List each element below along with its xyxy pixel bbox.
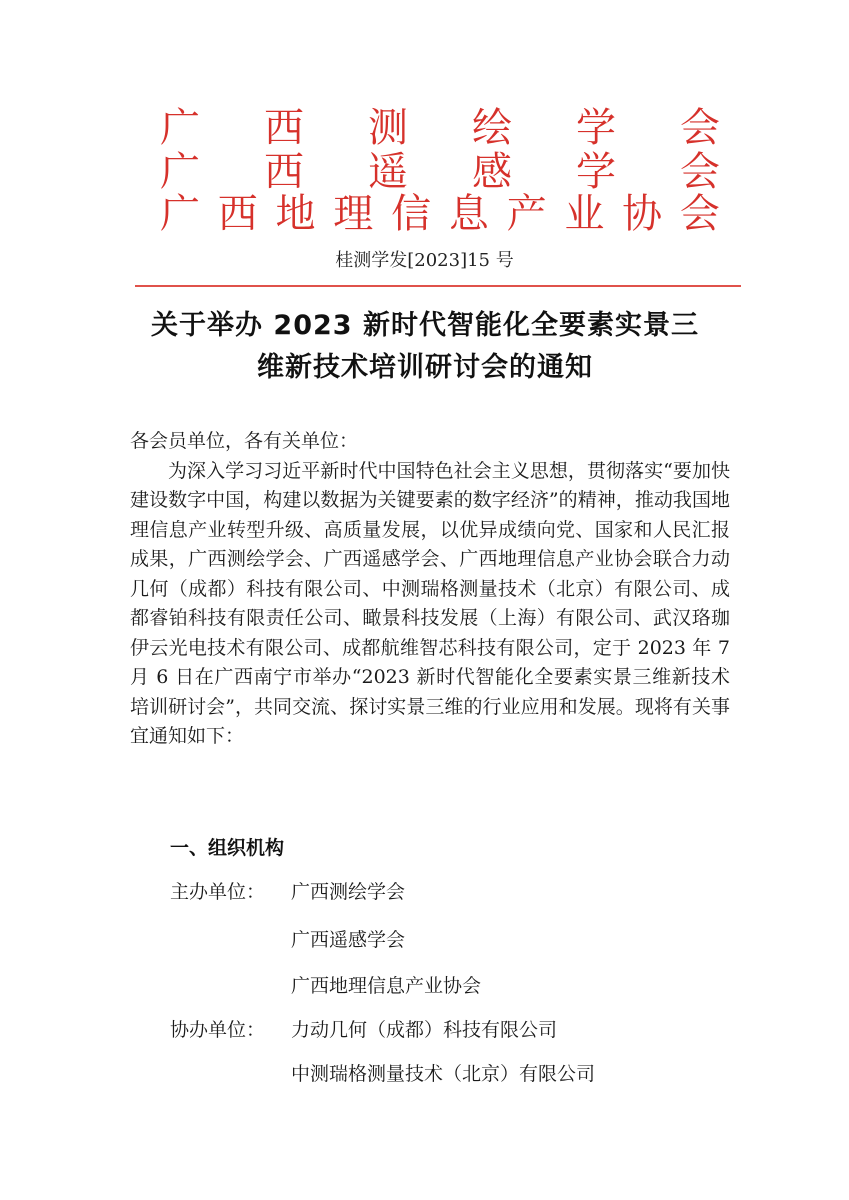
- header-char: 理: [333, 191, 374, 237]
- header-char: 遥: [368, 149, 408, 195]
- header-char: 西: [264, 149, 304, 195]
- notice-body: [130, 427, 730, 752]
- co-organizer-label: 协办单位：: [170, 1019, 266, 1041]
- title-line-2: 维新技术培训研讨会的通知: [257, 352, 593, 383]
- header-char: 产: [506, 191, 547, 237]
- header-char: 会: [680, 149, 720, 195]
- document-number: 桂测学发[2023]15 号: [335, 250, 514, 271]
- body-paragraph: 为深入学习习近平新时代中国特色社会主义思想，贯彻落实“要加快建设数字中国，构建以数据为关键要素的数字经济”的精神，推动我国地理信息产业转型升级、高质量发展，以优异成绩向党、国家和人民汇报成果，广西测绘学会、广西遥感学会、广西地理信息产业协会联合力动几何（成都）科技有限公司、中测瑞格测量技术（北京）有限公司、成都睿铂科技有限责任公司、瞰景科技发展（上海）有限公司、武汉珞珈伊云光电技术有限公司、成都航维智芯科技有限公司，定于 2023 年 7 月 6 日在广西南宁市举办“2023 新时代智能化全要素实景三维新技术培训研讨会”，共同交流、探讨实景三维的行业应用和发展。现将有关事宜通知如下：: [130, 459, 730, 747]
- co-organizer-item: 中测瑞格测量技术（北京）有限公司: [291, 1063, 596, 1085]
- header-char: 西: [217, 191, 258, 237]
- header-char: 广: [160, 149, 200, 195]
- header-char: 学: [576, 149, 616, 195]
- header-char: 息: [448, 191, 489, 237]
- host-item: 广西遥感学会: [291, 929, 406, 951]
- document-title: [120, 305, 730, 389]
- header-char: 测: [368, 105, 408, 151]
- header-char: 西: [264, 105, 304, 151]
- host-item: 广西测绘学会: [291, 881, 406, 903]
- header-char: 业: [564, 191, 605, 237]
- section-heading-organization: 一、组织机构: [170, 837, 285, 859]
- host-item: 广西地理信息产业协会: [291, 975, 482, 997]
- header-char: 地: [275, 191, 316, 237]
- red-divider: [135, 285, 741, 287]
- header-char: 协: [622, 191, 663, 237]
- header-char: 广: [160, 191, 200, 237]
- co-organizer-item: 力动几何（成都）科技有限公司: [291, 1019, 558, 1041]
- header-char: 会: [680, 105, 720, 151]
- header-char: 学: [576, 105, 616, 151]
- title-line-1: 关于举办 2023 新时代智能化全要素实景三: [151, 310, 699, 341]
- header-char: 广: [160, 105, 200, 151]
- header-char: 信: [391, 191, 432, 237]
- header-char: 感: [472, 149, 512, 195]
- header-char: 会: [679, 191, 720, 237]
- header-char: 绘: [472, 105, 512, 151]
- host-label: 主办单位：: [170, 881, 266, 903]
- salutation: 各会员单位，各有关单位：: [130, 430, 359, 452]
- header-org-geoinfo: [160, 186, 720, 242]
